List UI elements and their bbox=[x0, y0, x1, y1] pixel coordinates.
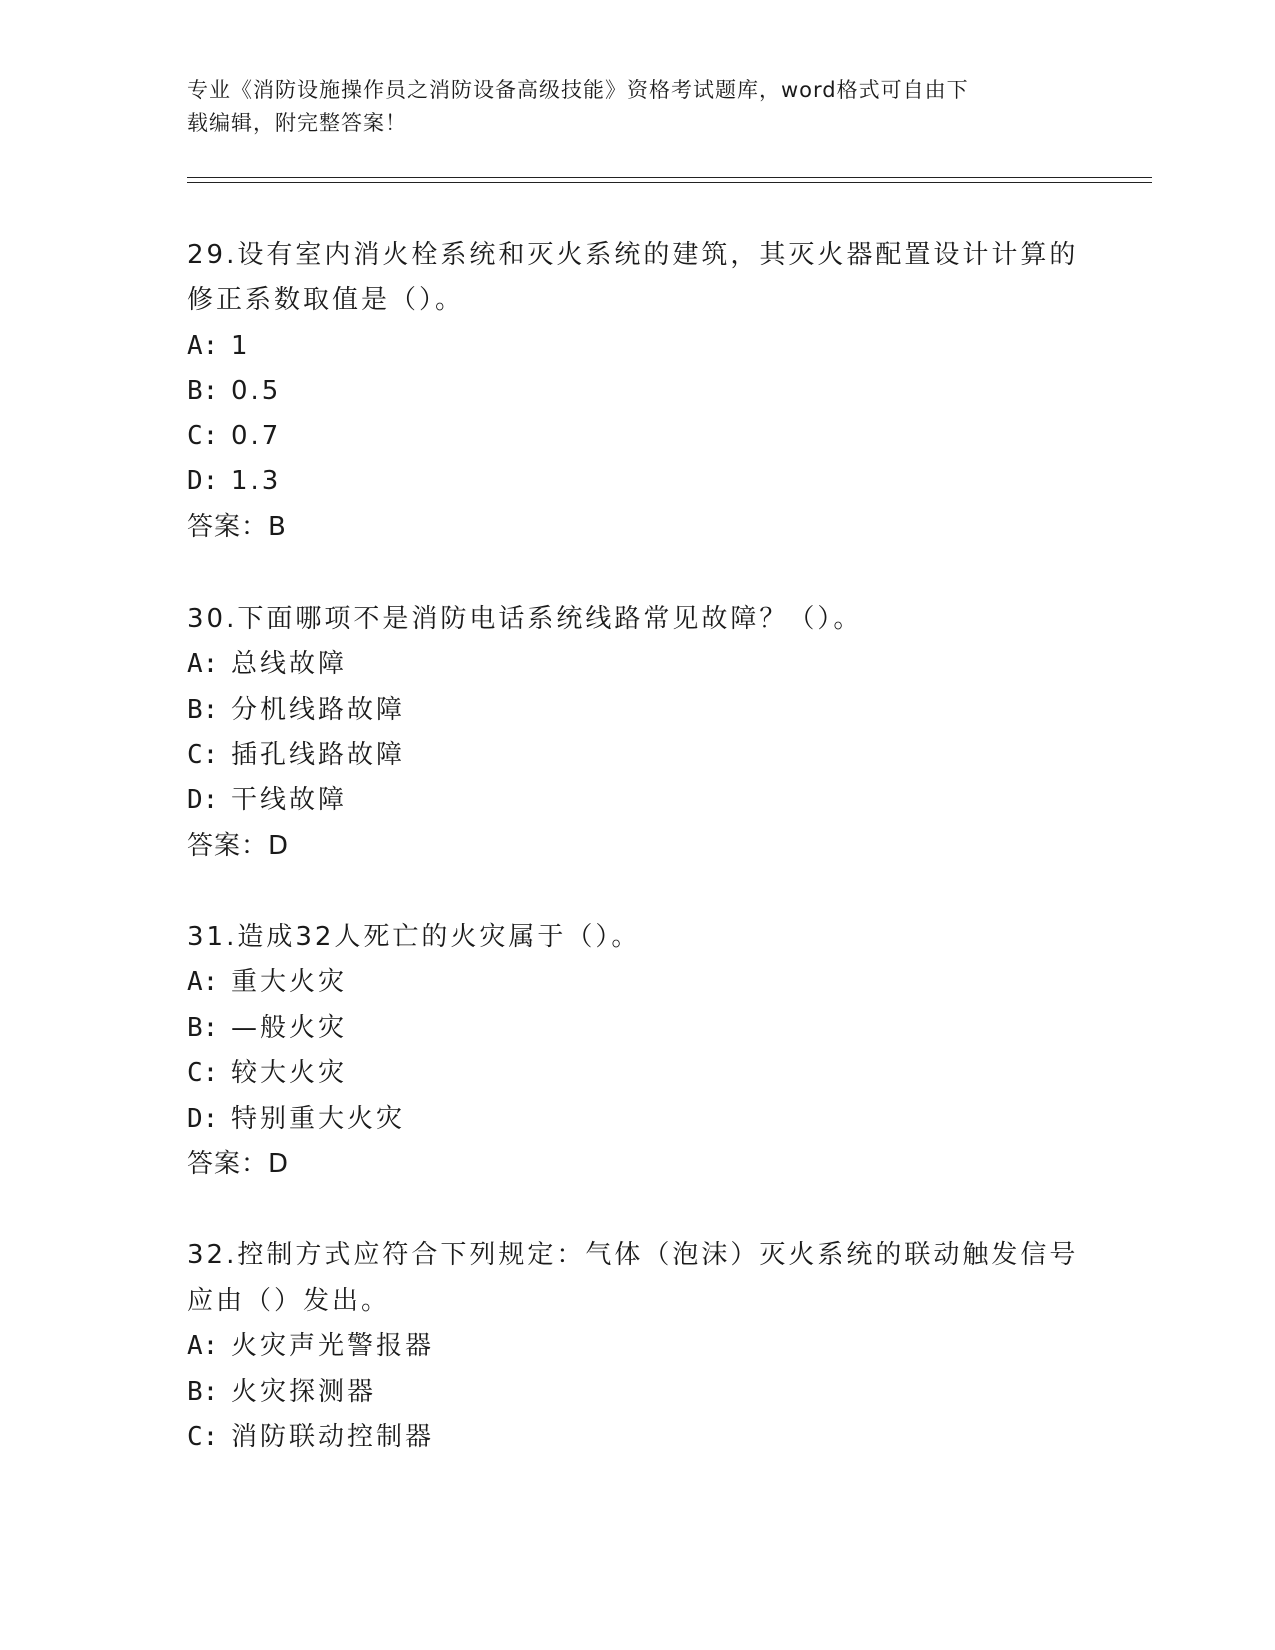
option-text: —般火灾 bbox=[231, 1013, 348, 1043]
option-text: 1.3 bbox=[231, 466, 282, 496]
option-letter: A: bbox=[187, 967, 219, 997]
option-text: 插孔线路故障 bbox=[231, 740, 406, 770]
option-text: 0.7 bbox=[231, 421, 282, 451]
header-line-2: 载编辑，附完整答案！ bbox=[187, 111, 407, 135]
option-letter: B: bbox=[187, 695, 219, 725]
option-text: 重大火灾 bbox=[231, 967, 348, 997]
question-29-stem-line-1: 29.设有室内消火栓系统和灭火系统的建筑，其灭火器配置设计计算的 bbox=[187, 240, 1079, 270]
option-letter: B: bbox=[187, 1377, 219, 1407]
option-letter: A: bbox=[187, 1331, 219, 1361]
option-text: 较大火灾 bbox=[231, 1058, 348, 1088]
option-text: 0.5 bbox=[231, 376, 282, 406]
question-32-stem-line-2: 应由（）发出。 bbox=[187, 1286, 391, 1316]
option-letter: C: bbox=[187, 421, 219, 451]
option-text: 干线故障 bbox=[231, 785, 348, 815]
option-letter: C: bbox=[187, 1058, 219, 1088]
question-32-option-c bbox=[187, 1414, 434, 1460]
option-letter: C: bbox=[187, 740, 219, 770]
option-text: 总线故障 bbox=[231, 649, 348, 679]
question-30-option-d bbox=[187, 777, 347, 823]
question-31-option-b bbox=[187, 1005, 347, 1051]
document-header bbox=[187, 74, 1067, 140]
question-29-option-b bbox=[187, 368, 281, 414]
question-29-option-a bbox=[187, 323, 251, 369]
header-divider-top bbox=[187, 177, 1152, 178]
question-29-answer: 答案：B bbox=[187, 512, 287, 542]
question-29-option-d bbox=[187, 458, 281, 504]
option-text: 消防联动控制器 bbox=[231, 1422, 435, 1452]
option-letter: B: bbox=[187, 1013, 219, 1043]
header-line-1: 专业《消防设施操作员之消防设备高级技能》资格考试题库，word格式可自由下 bbox=[187, 78, 969, 102]
question-30-answer: 答案：D bbox=[187, 831, 290, 861]
option-letter: C: bbox=[187, 1422, 219, 1452]
option-letter: A: bbox=[187, 649, 219, 679]
question-31-option-a bbox=[187, 959, 347, 1005]
question-30-option-a bbox=[187, 641, 347, 687]
question-32-option-b bbox=[187, 1369, 376, 1415]
question-30-stem-line-1: 30.下面哪项不是消防电话系统线路常见故障？（）。 bbox=[187, 604, 863, 634]
option-letter: D: bbox=[187, 1104, 219, 1134]
option-text: 1 bbox=[231, 331, 251, 361]
question-32-option-a bbox=[187, 1323, 434, 1369]
option-text: 火灾声光警报器 bbox=[231, 1331, 435, 1361]
question-31-option-d bbox=[187, 1096, 405, 1142]
question-31-option-c bbox=[187, 1050, 347, 1096]
option-text: 特别重大火灾 bbox=[231, 1104, 406, 1134]
question-31-answer: 答案：D bbox=[187, 1149, 290, 1179]
question-30-option-c bbox=[187, 732, 405, 778]
question-29-option-c bbox=[187, 413, 281, 459]
option-letter: B: bbox=[187, 376, 219, 406]
option-letter: A: bbox=[187, 331, 219, 361]
question-32-stem-line-1: 32.控制方式应符合下列规定：气体（泡沫）灭火系统的联动触发信号 bbox=[187, 1240, 1079, 1270]
option-letter: D: bbox=[187, 466, 219, 496]
header-divider-bottom bbox=[187, 182, 1152, 183]
question-31-stem-line-1: 31.造成32人死亡的火灾属于（）。 bbox=[187, 922, 641, 952]
option-text: 火灾探测器 bbox=[231, 1377, 377, 1407]
option-letter: D: bbox=[187, 785, 219, 815]
question-30-option-b bbox=[187, 687, 405, 733]
option-text: 分机线路故障 bbox=[231, 695, 406, 725]
question-29-stem-line-2: 修正系数取值是（）。 bbox=[187, 285, 465, 315]
